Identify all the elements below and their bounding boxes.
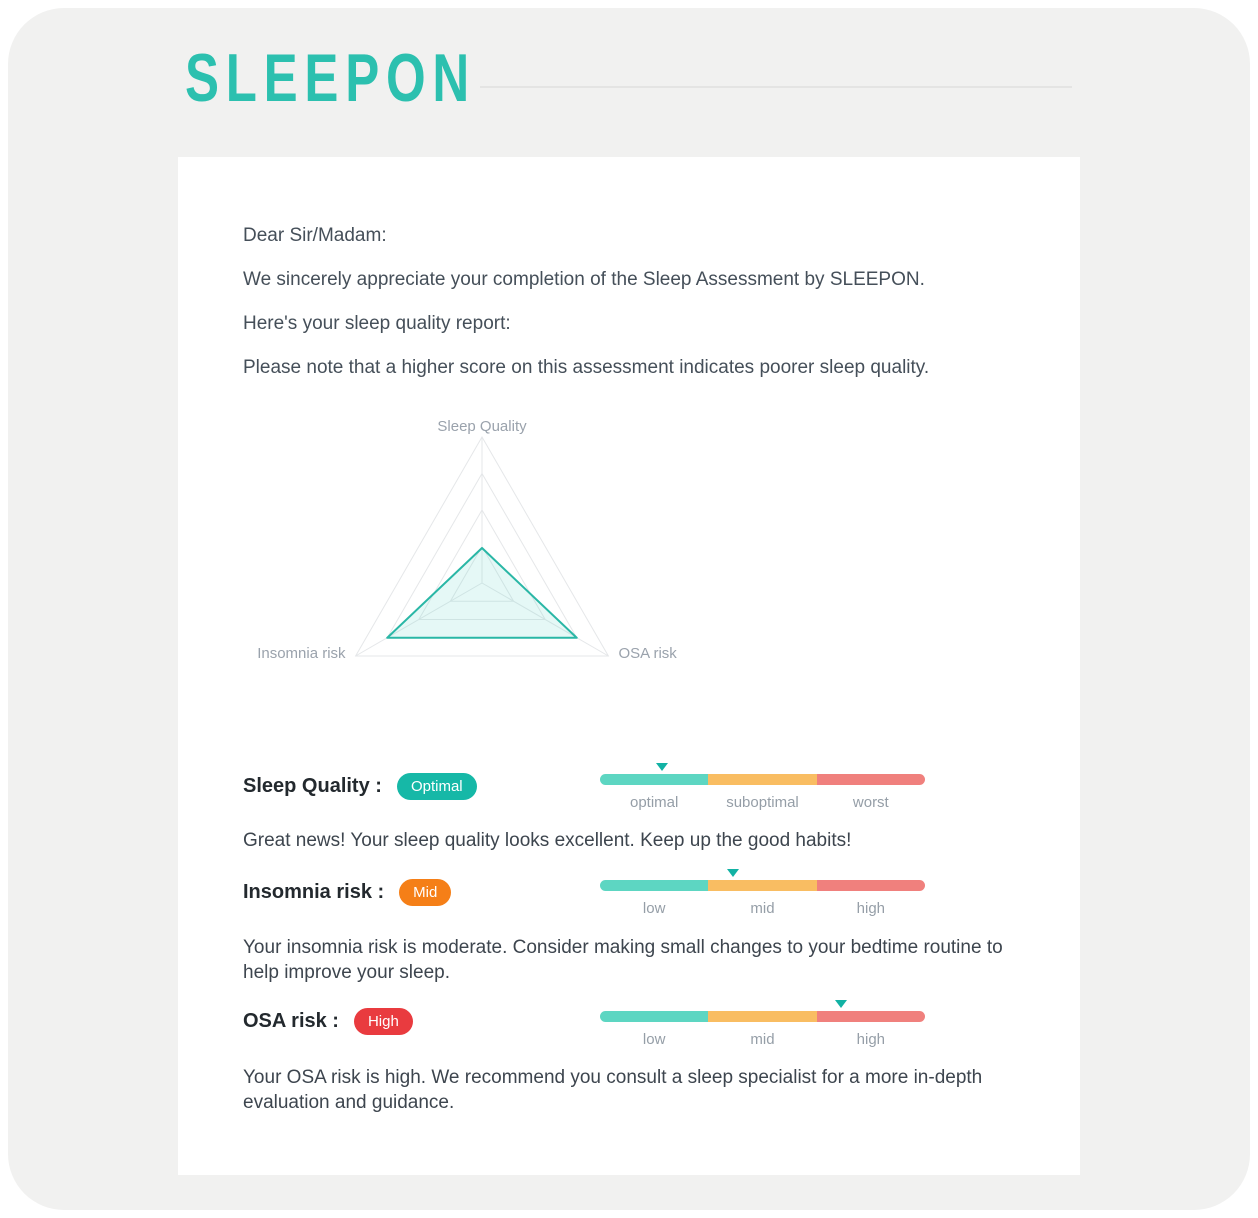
gauge-segment-high: [817, 1011, 925, 1022]
insomnia-risk-title: Insomnia risk :: [243, 880, 385, 903]
gauge-bar: [600, 1011, 925, 1022]
greeting-text: Dear Sir/Madam:: [243, 225, 387, 246]
gauge-scale-labels: [600, 1031, 925, 1048]
report-panel: [8, 8, 1250, 1210]
sleep-quality-row-header: [243, 771, 477, 801]
osa-risk-title: OSA risk :: [243, 1009, 339, 1032]
gauge-marker-icon: [727, 869, 739, 877]
radar-axis-label: Insomnia risk: [257, 645, 346, 662]
sleep-quality-title: Sleep Quality :: [243, 774, 382, 797]
radar-axis-label: Sleep Quality: [437, 418, 527, 435]
scale-label: high: [856, 1031, 885, 1048]
radar-axis-label: OSA risk: [618, 645, 677, 662]
insomnia-risk-badge: Mid: [399, 879, 451, 906]
brand-logo: SLEEPON: [185, 40, 476, 116]
radar-data-polygon: [387, 548, 577, 638]
intro-line-2: Here's your sleep quality report:: [243, 313, 511, 334]
scale-label: suboptimal: [726, 794, 799, 811]
gauge-scale-labels: [600, 794, 925, 811]
scale-label: worst: [852, 794, 889, 811]
intro-line-1: We sincerely appreciate your completion of the Sleep Assessment by SLEEPON.: [243, 269, 925, 290]
scale-label: optimal: [629, 794, 679, 811]
sleep-quality-badge: Optimal: [397, 773, 477, 800]
insomnia-risk-description: Your insomnia risk is moderate. Consider making small changes to your bedtime routine to help improve your sleep.: [243, 937, 1003, 983]
insomnia-risk-row-header: [243, 877, 451, 907]
gauge-bar: [600, 774, 925, 785]
gauge-segment-low: [600, 880, 708, 891]
gauge-segment-high: [817, 774, 925, 785]
scale-label: mid: [750, 900, 775, 917]
scale-label: mid: [750, 1031, 775, 1048]
intro-line-3: Please note that a higher score on this assessment indicates poorer sleep quality.: [243, 357, 930, 378]
gauge-segment-low: [600, 1011, 708, 1022]
header-divider: [480, 86, 1072, 88]
insomnia-risk-gauge: [600, 869, 925, 919]
gauge-segment-low: [600, 774, 708, 785]
gauge-segment-mid: [708, 774, 816, 785]
gauge-segment-high: [817, 880, 925, 891]
gauge-marker-icon: [656, 763, 668, 771]
report-card: [178, 157, 1080, 1175]
radar-chart: [178, 410, 1080, 675]
gauge-scale-labels: [600, 900, 925, 917]
osa-risk-row-header: [243, 1006, 413, 1036]
scale-label: high: [856, 900, 885, 917]
gauge-bar: [600, 880, 925, 891]
osa-risk-badge: High: [354, 1008, 413, 1035]
gauge-segment-mid: [708, 1011, 816, 1022]
gauge-marker-icon: [835, 1000, 847, 1008]
sleep-quality-gauge: [600, 763, 925, 813]
gauge-segment-mid: [708, 880, 816, 891]
scale-label: low: [642, 1031, 666, 1048]
sleep-quality-description: Great news! Your sleep quality looks excellent. Keep up the good habits!: [243, 830, 852, 851]
scale-label: low: [642, 900, 666, 917]
osa-risk-gauge: [600, 1000, 925, 1050]
osa-risk-description: Your OSA risk is high. We recommend you consult a sleep specialist for a more in-depth evaluation and guidance.: [243, 1067, 983, 1113]
